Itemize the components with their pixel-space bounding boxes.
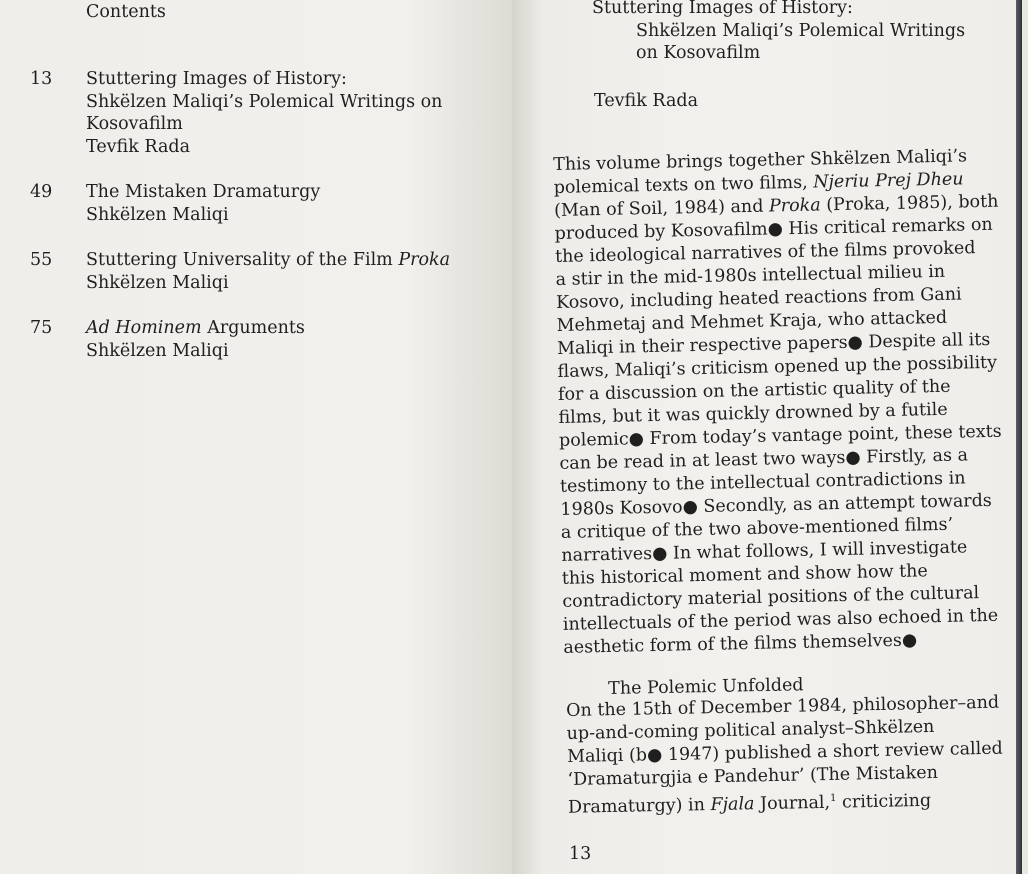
body-line: ‘Dramaturgjia e Pandehur’ (The Mistaken [567,762,939,790]
body-line: aesthetic form of the films themselves● [563,630,918,658]
toc-title-text: Arguments [201,318,305,338]
toc-author: Shkëlzen Maliqi [86,340,229,361]
toc-title [86,249,450,294]
body-text: Journal, [754,792,831,815]
body-line: intellectuals of the period was also echoed in the [562,605,999,635]
body-line: 1980s Kosovo● Secondly, as an attempt towards [560,490,993,520]
body-line: contradictory material positions of the cultural [562,583,980,612]
book-edge [1016,0,1022,874]
toc-author: Tevfik Rada [86,136,191,157]
toc-title [86,317,305,362]
section-heading: The Polemic Unfolded [608,675,804,699]
body-line: the ideological narratives of the films provoked [554,238,976,267]
body-line: polemic● From today’s vantage point, these texts [558,421,1002,451]
toc-title-line [86,317,305,340]
toc-title-line: Shkëlzen Maliqi’s Polemical Writings on [86,91,443,112]
toc-author: Shkëlzen Maliqi [86,204,229,225]
body-line: produced by Kosovafilm● His critical remarks on [554,214,993,244]
body-text: polemical texts on two films, [553,172,814,198]
body-line: films, but it was quickly drowned by a futile [558,399,948,428]
chapter-title-line: Shkëlzen Maliqi’s Polemical Writings [636,20,966,41]
body-line: narratives● In what follows, I will investigate [561,537,968,566]
toc-page-number: 13 [30,69,53,89]
left-page [0,0,512,874]
toc-title-line: Stuttering Images of History: [86,69,347,89]
body-line: On the 15th of December 1984, philosopher–and [566,692,1000,721]
body-line: this historical moment and show how the [561,561,929,589]
body-line: Kosovo, including heated reactions from Gani [555,284,962,313]
body-text: (Proka, 1985), both [820,191,999,216]
toc-page-number: 49 [30,182,53,202]
body-line: a critique of the two above-mentioned films’ [560,514,954,543]
body-line: Mehmetaj and Mehmet Kraja, who attacked [556,307,948,336]
body-line: for a discussion on the artistic quality of the [557,376,951,405]
toc-title-line: Kosovafilm [86,114,183,134]
section-paragraph [566,692,1008,820]
chapter-author: Tevfik Rada [594,91,699,111]
chapter-title-line: on Kosovafilm [636,43,761,63]
body-line: flaws, Maliqi’s criticism opened up the possibility [557,352,998,382]
body-line: Maliqi (b● 1947) published a short review called [566,738,1003,767]
toc-title-italic: Proka [398,250,451,270]
journal-title-italic: Fjala [710,794,755,816]
chapter-title [592,0,965,65]
toc-title-line [86,249,450,272]
toc-page-number: 75 [30,318,53,338]
page-number: 13 [569,844,592,864]
toc-title [86,68,442,158]
chapter-title-line: Stuttering Images of History: [592,0,853,18]
body-line: up-and-coming political analyst–Shkëlzen [566,716,935,744]
body-line: Maliqi in their respective papers● Despite all its [556,329,991,359]
film-title-italic: Njeriu Prej Dheu [813,169,964,193]
body-line: can be read in at least two ways● Firstly, as a [559,445,969,474]
body-line: testimony to the intellectual contradictions in [559,468,966,497]
toc-author: Shkëlzen Maliqi [86,272,229,293]
film-title-italic: Proka [768,195,821,217]
toc-title-text: Stuttering Universality of the Film [86,250,399,270]
body-text: criticizing [836,790,932,813]
toc-page-number: 55 [30,250,53,270]
body-text: (Man of Soil, 1984) and [553,196,770,221]
toc-title-italic: Ad Hominem [86,318,202,338]
contents-heading: Contents [86,2,166,22]
toc-title [86,181,320,226]
toc-title-line: The Mistaken Dramaturgy [86,182,321,202]
body-text: Dramaturgy) in [567,795,711,818]
footnote-marker[interactable]: 1 [829,792,837,804]
body-paragraph [553,145,1004,660]
body-line: This volume brings together Shkëlzen Maliqi’s [553,146,968,175]
body-line: a stir in the mid-1980s intellectual milieu in [555,261,946,290]
